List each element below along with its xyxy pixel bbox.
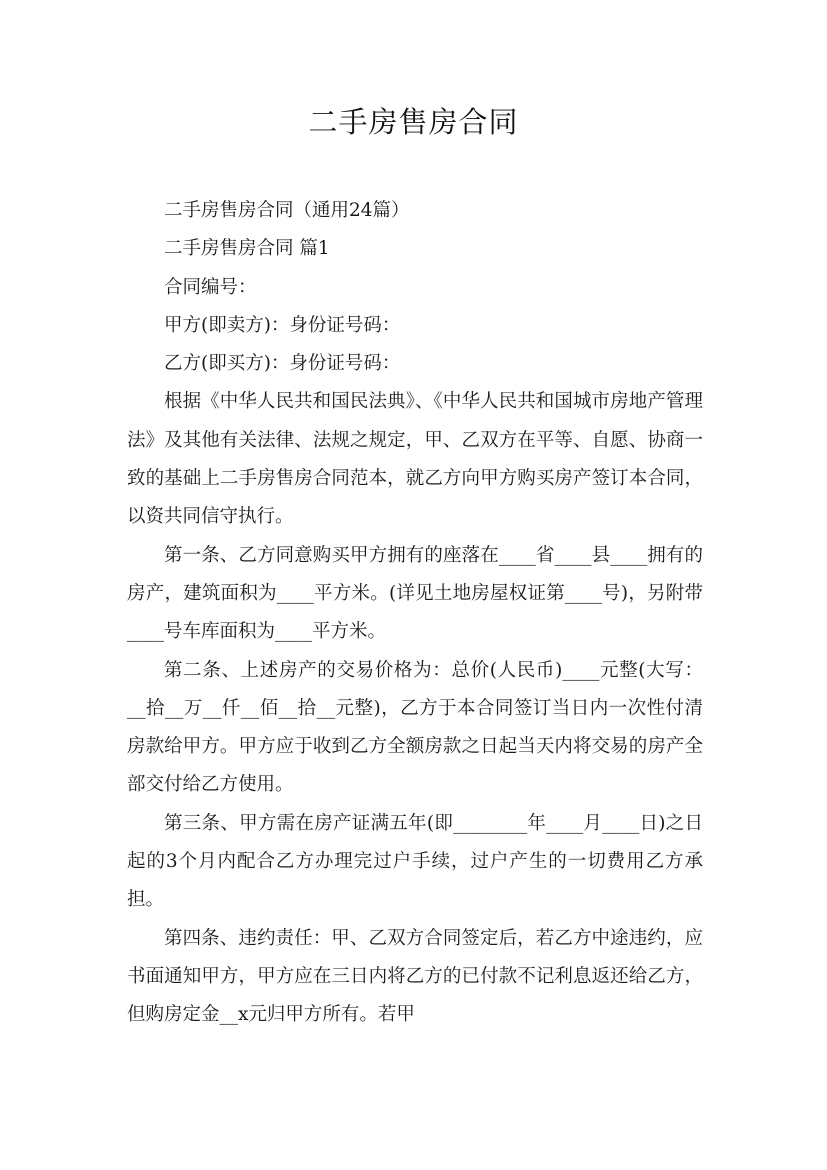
article-4-paragraph: 第四条、违约责任：甲、乙双方合同签定后，若乙方中途违约，应书面通知甲方，甲方应在三日内将乙方的已付款不记利息返还给乙方，但购房定金__x元归甲方所有。若甲 [127,927,703,1026]
article-2-paragraph: 第二条、上述房产的交易价格为：总价(人民币)____元整(大写：__拾__万__仟__佰__拾__元整)，乙方于本合同签订当日内一次性付清房款给甲方。甲方应于收到乙方全额房款之日起当天内将交易的房产全部交付给乙方使用。 [127,659,703,796]
article-3-paragraph: 第三条、甲方需在房产证满五年(即________年____月____日)之日起的3个月内配合乙方办理完过户手续，过户产生的一切费用乙方承担。 [127,812,703,911]
section-heading: 二手房售房合同 篇1 [164,238,330,260]
contract-number-line: 合同编号： [164,276,257,298]
document-title: 二手房售房合同 [308,105,519,139]
party-a-line: 甲方(即卖方)：身份证号码： [164,314,401,336]
document-body [127,192,703,1035]
subtitle-paragraph: 二手房售房合同（通用24篇） [164,200,410,221]
preamble-paragraph: 根据《中华人民共和国民法典》、《中华人民共和国城市房地产管理法》及其他有关法律、法规之规定，甲、乙双方在平等、自愿、协商一致的基础上二手房售房合同范本，就乙方向甲方购买房产签订本合同，以资共同信守执行。 [127,391,703,528]
article-1-paragraph: 第一条、乙方同意购买甲方拥有的座落在____省____县____拥有的房产，建筑面积为____平方米。(详见土地房屋权证第____号)，另附带____号车库面积为____平方米。 [127,544,703,643]
party-b-line: 乙方(即买方)：身份证号码： [164,353,401,375]
